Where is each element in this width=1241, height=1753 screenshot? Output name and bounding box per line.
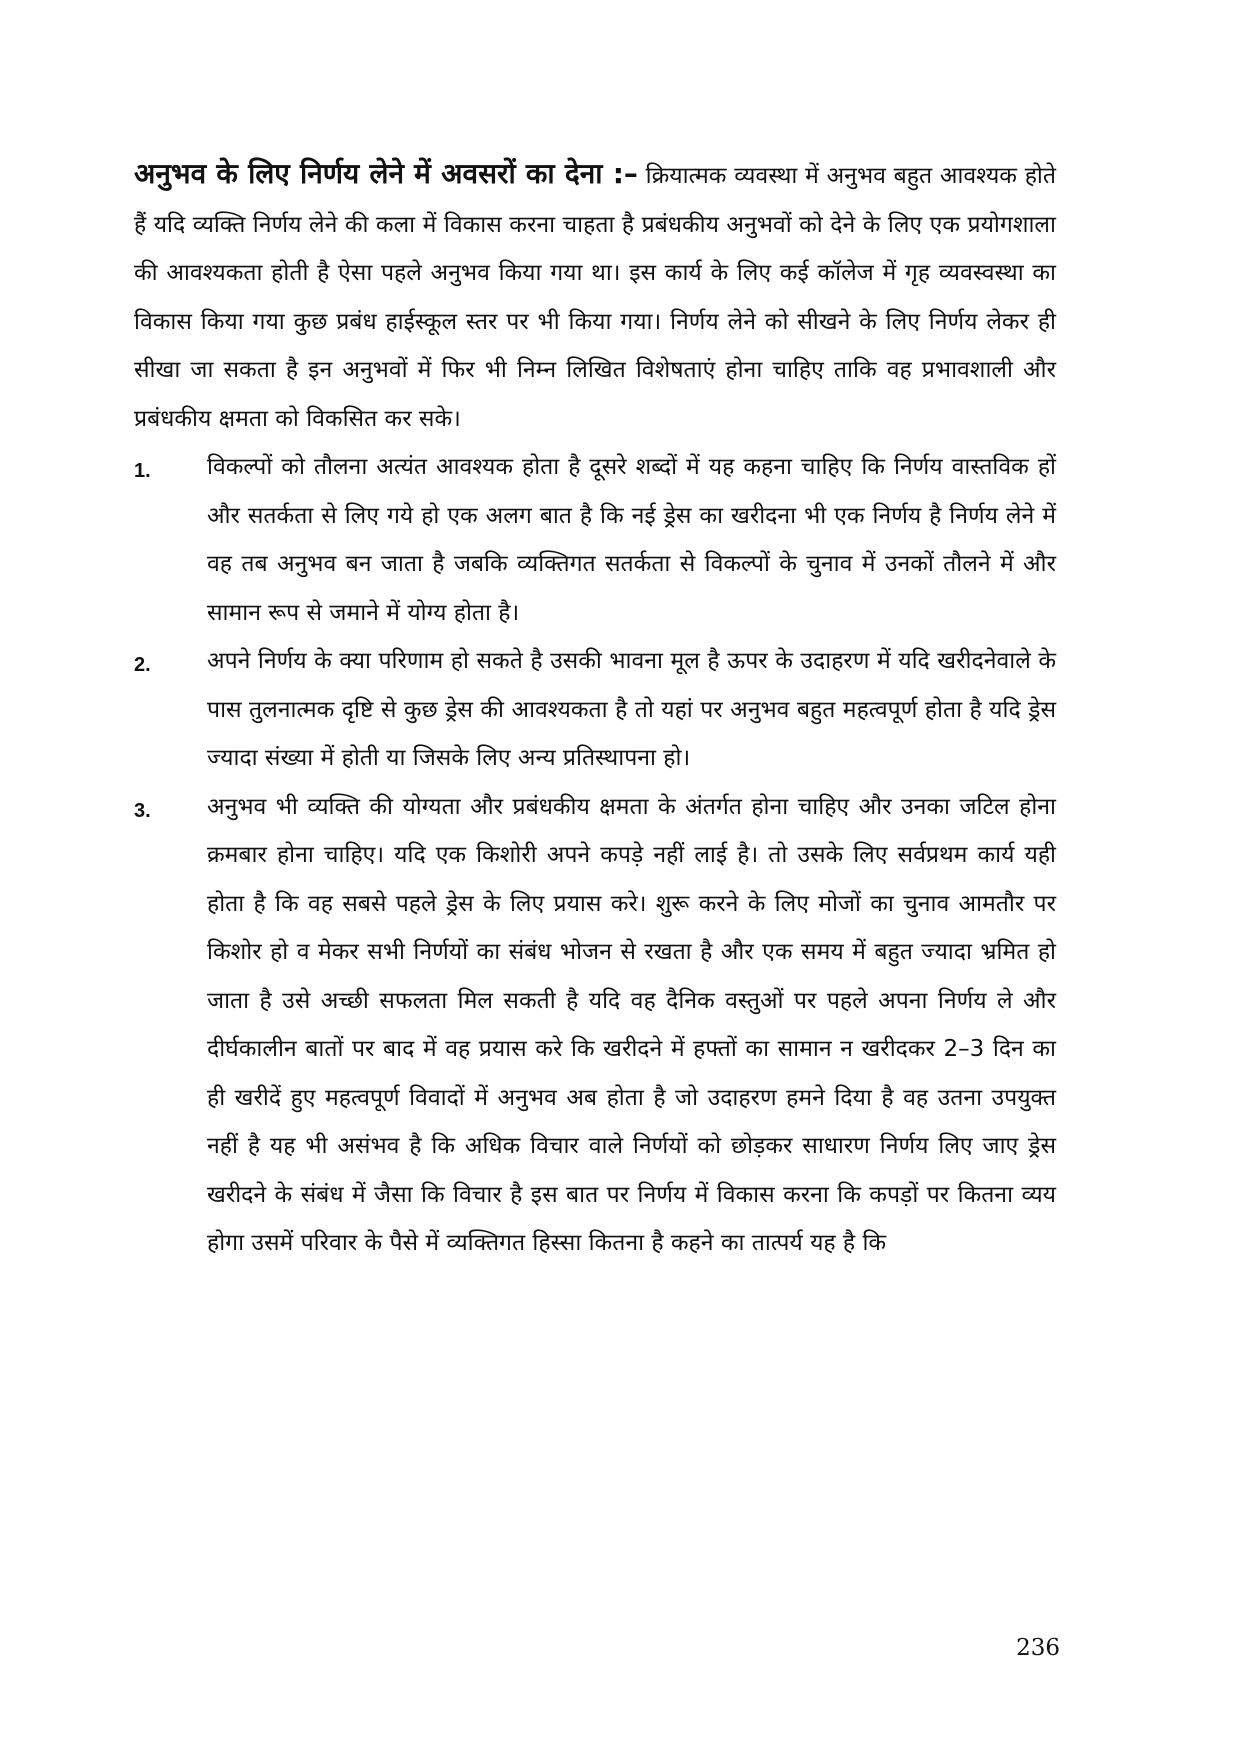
list-item xyxy=(134,637,1056,783)
section-heading: अनुभव के लिए निर्णय लेने में अवसरों का देना :– xyxy=(134,157,638,190)
list-item-number: 2. xyxy=(134,654,151,676)
list-item xyxy=(134,783,1056,1268)
intro-paragraph xyxy=(134,150,1056,443)
list-item xyxy=(134,443,1056,637)
list-item-text: अनुभव भी व्यक्ति की योग्यता और प्रबंधकीय क्षमता के अंतर्गत होना चाहिए और उनका जटिल होना क्रमबार होना चाहिए। यदि एक किशोरी अपने कपड़े नहीं लाई है। तो उसके लिए सर्वप्रथम कार्य यही होता है कि वह सबसे पहले ड्रेस के लिए प्रयास करे। शुरू करने के लिए मोजों का चुनाव आमतौर पर किशोर हो व मेकर सभी निर्णयों का संबंध भोजन से रखता है और एक समय में बहुत ज्यादा भ्रमित हो जाता है उसे अच्छी सफलता मिल सकती है यदि वह दैनिक वस्तुओं पर पहले अपना निर्णय ले और दीर्घकालीन बातों पर बाद में वह प्रयास करे कि खरीदने में हफ्तों का सामान न खरीदकर 2–3 दिन का ही खरीदें हुए महत्वपूर्ण विवादों में अनुभव अब होता है जो उदाहरण हमने दिया है वह उतना उपयुक्त नहीं है यह भी असंभव है कि अधिक विचार वाले निर्णयों को छोड़कर साधारण निर्णय लिए जाए ड्रेस खरीदने के संबंध में जैसा कि विचार है इस बात पर निर्णय में विकास करना कि कपड़ों पर कितना व्यय होगा उसमें परिवार के पैसे में व्यक्तिगत हिस्सा कितना है कहने का तात्पर्य यह है कि xyxy=(207,793,1056,1256)
list-item-number: 1. xyxy=(134,460,151,482)
page-number: 236 xyxy=(1016,1635,1060,1661)
list-item-text: विकल्पों को तौलना अत्यंत आवश्यक होता है दूसरे शब्दों में यह कहना चाहिए कि निर्णय वास्तविक हों और सतर्कता से लिए गये हो एक अलग बात है कि नई ड्रेस का खरीदना भी एक निर्णय है निर्णय लेने में वह तब अनुभव बन जाता है जबकि व्यक्तिगत सतर्कता से विकल्पों के चुनाव में उनकों तौलने में और सामान रूप से जमाने में योग्य होता है। xyxy=(207,454,1056,626)
list-item-text: अपने निर्णय के क्या परिणाम हो सकते है उसकी भावना मूल है ऊपर के उदाहरण में यदि खरीदनेवाले के पास तुलनात्मक दृष्टि से कुछ ड्रेस की आवश्यकता है तो यहां पर अनुभव बहुत महत्वपूर्ण होता है यदि ड्रेस ज्यादा संख्या में होती या जिसके लिए अन्य प्रतिस्थापना हो। xyxy=(207,648,1056,771)
numbered-list xyxy=(134,443,1056,1268)
list-item-number: 3. xyxy=(134,799,151,822)
page-content xyxy=(134,150,1056,1268)
intro-text: क्रियात्मक व्यवस्था में अनुभव बहुत आवश्यक होते हैं यदि व्यक्ति निर्णय लेने की कला में विकास करना चाहता है प्रबंधकीय अनुभवों को देने के लिए एक प्रयोगशाला की आवश्यकता होती है ऐसा पहले अनुभव किया गया था। इस कार्य के लिए कई कॉलेज में गृह व्यवस्वस्था का विकास किया गया कुछ प्रबंध हाईस्कूल स्तर पर भी किया गया। निर्णय लेने को सीखने के लिए निर्णय लेकर ही सीखा जा सकता है इन अनुभवों में फिर भी निम्न लिखित विशेषताएं होना चाहिए ताकि वह प्रभावशाली और प्रबंधकीय क्षमता को विकसित कर सके। xyxy=(134,163,1056,432)
